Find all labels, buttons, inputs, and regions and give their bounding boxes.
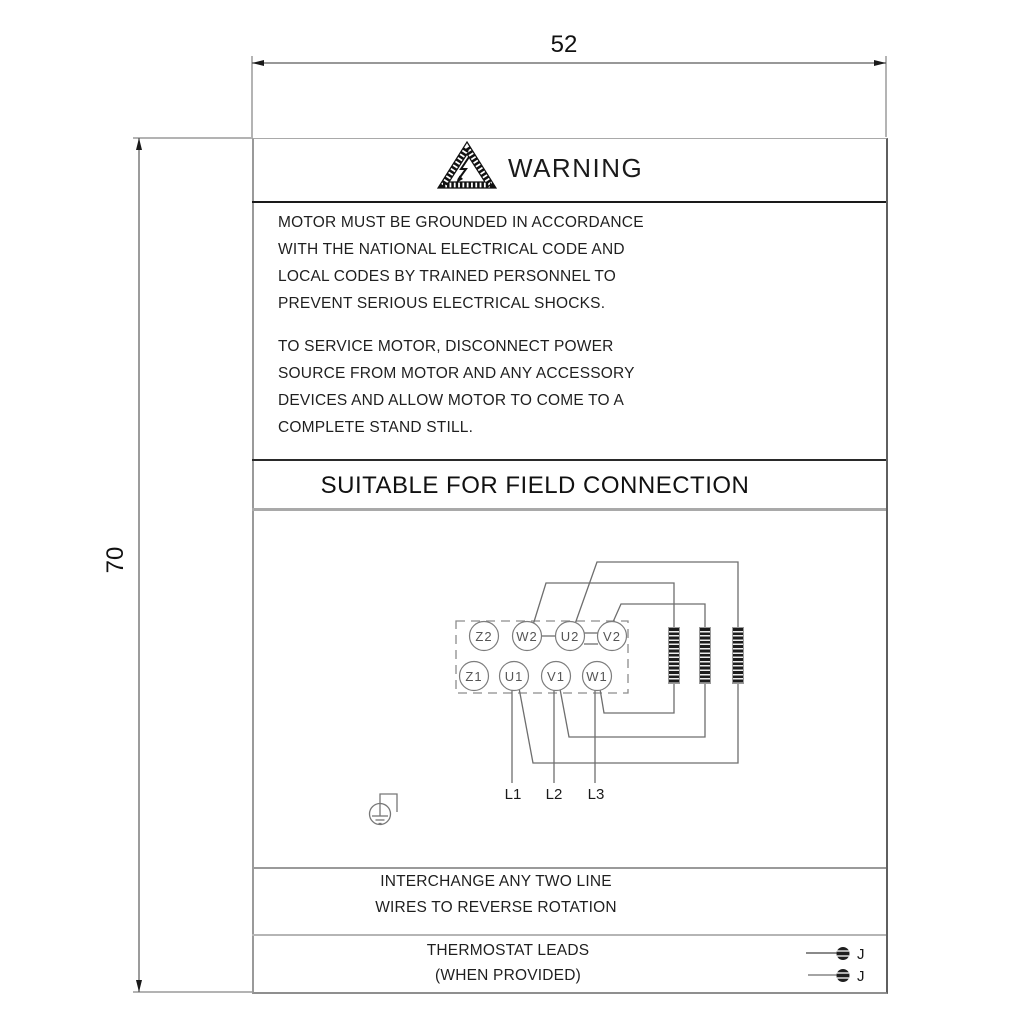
height-dimension-lines [133, 138, 253, 992]
section-title: SUITABLE FOR FIELD CONNECTION [320, 472, 750, 499]
terminal-u1-label: U1 [504, 669, 524, 684]
paragraph-line: WITH THE NATIONAL ELECTRICAL CODE AND [278, 241, 625, 258]
arrowhead-right-icon [874, 60, 886, 66]
width-dimension-value: 52 [550, 31, 578, 58]
lead-l1-label: L1 [504, 786, 522, 803]
divider-below-section-title [252, 508, 886, 511]
lead-l3-label: L3 [587, 786, 605, 803]
paragraph-line: MOTOR MUST BE GROUNDED IN ACCORDANCE [278, 214, 644, 231]
lead-j-label-2: J [857, 968, 865, 985]
thermostat-note-line: THERMOSTAT LEADS [426, 942, 590, 959]
lead-l2-label: L2 [545, 786, 563, 803]
arrowhead-left-icon [252, 60, 264, 66]
motor-winding-coil-icon [699, 627, 711, 684]
thermostat-note-line: (WHEN PROVIDED) [435, 967, 581, 984]
paragraph-line: LOCAL CODES BY TRAINED PERSONNEL TO [278, 268, 617, 285]
arrowhead-up-icon [136, 138, 142, 150]
divider-above-section-title [252, 459, 886, 461]
high-voltage-warning-triangle-icon [434, 140, 498, 197]
arrowhead-down-icon [136, 980, 142, 992]
terminal-v1-label: V1 [547, 669, 565, 684]
service-paragraph [278, 333, 658, 441]
divider-above-thermostat-note [252, 934, 886, 936]
terminal-z2-label: Z2 [475, 629, 493, 644]
width-dimension-lines [252, 56, 886, 137]
rotation-note-line: WIRES TO REVERSE ROTATION [375, 899, 617, 916]
paragraph-line: SOURCE FROM MOTOR AND ANY ACCESSORY [278, 365, 635, 382]
height-dimension-value: 70 [102, 546, 129, 574]
warning-title: WARNING [508, 153, 644, 183]
motor-winding-coil-icon [668, 627, 680, 684]
thermostat-note [252, 938, 764, 988]
rotation-note-line: INTERCHANGE ANY TWO LINE [380, 873, 612, 890]
paragraph-line: DEVICES AND ALLOW MOTOR TO COME TO A [278, 392, 624, 409]
paragraph-line: COMPLETE STAND STILL. [278, 419, 474, 436]
motor-winding-coil-icon [732, 627, 744, 684]
paragraph-line: TO SERVICE MOTOR, DISCONNECT POWER [278, 338, 614, 355]
terminal-w2-label: W2 [516, 629, 538, 644]
terminal-z1-label: Z1 [465, 669, 483, 684]
rotation-note [252, 869, 740, 921]
terminal-v2-label: V2 [603, 629, 621, 644]
divider-below-header [252, 201, 886, 203]
paragraph-line: PREVENT SERIOUS ELECTRICAL SHOCKS. [278, 295, 606, 312]
grounding-paragraph [278, 209, 658, 317]
terminal-u2-label: U2 [560, 629, 580, 644]
lead-j-label-1: J [857, 946, 865, 963]
terminal-w1-label: W1 [586, 669, 608, 684]
